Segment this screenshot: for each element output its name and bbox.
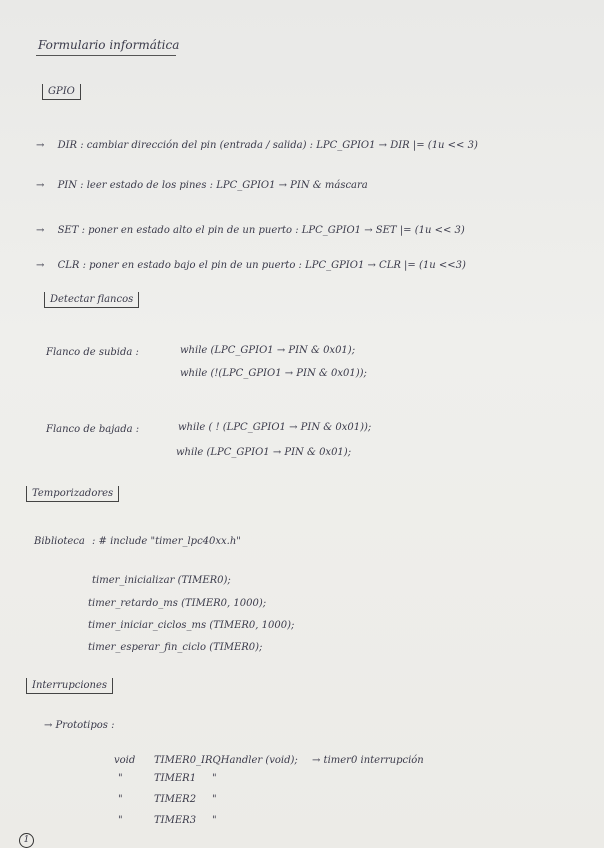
arrow-icon: → (36, 180, 45, 191)
proto-row-2-type: " (118, 773, 123, 784)
timer-line-3: timer_iniciar_ciclos_ms (TIMER0, 1000); (88, 620, 295, 631)
timer-line-2: timer_retardo_ms (TIMER0, 1000); (88, 598, 267, 609)
flanco-subida-line-2: while (!(LPC_GPIO1 → PIN & 0x01)); (180, 368, 367, 379)
interrupciones-heading: Interrupciones (26, 678, 113, 694)
proto-row-3-name: TIMER2 (154, 794, 197, 805)
arrow-icon: → (36, 225, 45, 236)
temporizadores-heading: Temporizadores (26, 486, 119, 502)
flanco-bajada-line-2: while (LPC_GPIO1 → PIN & 0x01); (176, 447, 352, 458)
flanco-bajada-line-1: while ( ! (LPC_GPIO1 → PIN & 0x01)); (178, 422, 372, 433)
gpio-item-text: CLR : poner en estado bajo el pin de un puerto : LPC_GPIO1 → CLR |= (1u <<3) (57, 260, 466, 271)
biblioteca-label: Biblioteca (34, 536, 85, 547)
proto-row-1-note: → timer0 interrupción (312, 755, 424, 766)
proto-row-3-type: " (118, 794, 123, 805)
proto-row-4-name: TIMER3 (154, 815, 197, 826)
timer-line-1: timer_inicializar (TIMER0); (92, 575, 231, 586)
page-title: Formulario informática (38, 38, 180, 52)
biblioteca-include: : # include "timer_lpc40xx.h" (92, 536, 241, 547)
page-number: 1 (19, 833, 34, 848)
proto-row-2-note: " (212, 773, 217, 784)
gpio-item-text: PIN : leer estado de los pines : LPC_GPIO1 → PIN & máscara (57, 180, 368, 191)
gpio-item-pin (36, 180, 368, 191)
gpio-item-clr (36, 260, 466, 271)
proto-row-4-type: " (118, 815, 123, 826)
proto-row-1-type: void (114, 755, 136, 766)
gpio-heading: GPIO (42, 84, 81, 100)
arrow-icon: → (36, 140, 45, 151)
proto-row-1-name: TIMER0_IRQHandler (void); (154, 755, 298, 766)
proto-row-3-note: " (212, 794, 217, 805)
flanco-subida-line-1: while (LPC_GPIO1 → PIN & 0x01); (180, 345, 356, 356)
gpio-item-text: SET : poner en estado alto el pin de un puerto : LPC_GPIO1 → SET |= (1u << 3) (57, 225, 465, 236)
timer-line-4: timer_esperar_fin_ciclo (TIMER0); (88, 642, 263, 653)
flanco-subida-label: Flanco de subida : (46, 347, 139, 358)
gpio-item-dir (36, 140, 478, 151)
title-underline (36, 55, 176, 56)
gpio-item-text: DIR : cambiar dirección del pin (entrada / salida) : LPC_GPIO1 → DIR |= (1u << 3) (57, 140, 478, 151)
proto-row-2-name: TIMER1 (154, 773, 197, 784)
proto-row-4-note: " (212, 815, 217, 826)
flancos-heading: Detectar flancos (44, 292, 139, 308)
arrow-icon: → (36, 260, 45, 271)
prototipos-label: → Prototipos : (44, 720, 115, 731)
gpio-item-set (36, 225, 465, 236)
flanco-bajada-label: Flanco de bajada : (46, 424, 140, 435)
